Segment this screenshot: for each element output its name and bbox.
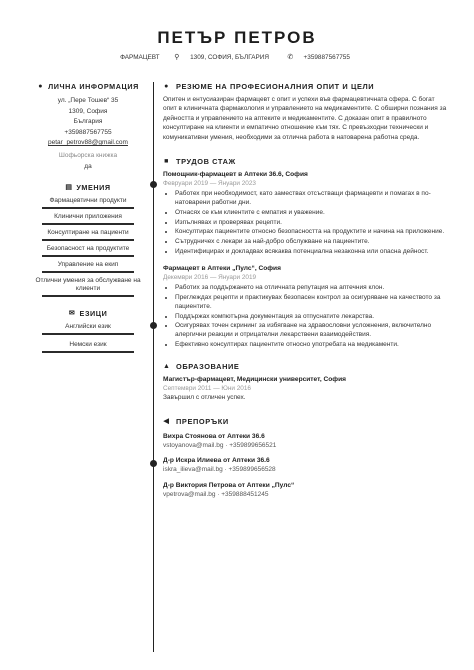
reference-email[interactable]: vpetrova@mail.bg (163, 490, 216, 498)
job-bullet: • Работех при необходимост, като замествах отсъстващи фармацевти и помагах в по-натоварени работни дни. (175, 189, 448, 207)
language-level-bar (42, 351, 134, 353)
skill-level-bar (42, 223, 134, 225)
reference-email[interactable]: iskra_ilieva@mail.bg (163, 466, 223, 474)
megaphone-icon: ◀ (163, 417, 170, 425)
personal-street: ул. „Пере Тошев“ 35 (57, 97, 119, 104)
timeline-dot (150, 460, 157, 467)
candidate-name: ПЕТЪР ПЕТРОВ (157, 28, 317, 47)
reference-name: Д-р Искра Илиева от Аптеки 36.6 (163, 457, 270, 465)
language-item: Английски език (30, 323, 146, 335)
job-title: Помощник-фармацевт в Аптеки 36.6, София (163, 171, 308, 179)
job-title: Фармацевт в Аптеки „Пулс“, София (163, 264, 281, 272)
job-bullet: • Изпълнявах и проверявах рецепти. (175, 218, 448, 227)
map-pin-icon: ⚲ (174, 54, 180, 61)
reference-phone: +359899656521 (229, 441, 277, 449)
skill-item: Клинични приложения (30, 213, 146, 225)
person-icon: ● (164, 83, 169, 90)
skill-level-bar (42, 207, 134, 209)
timeline-line (153, 82, 154, 652)
graduation-cap-icon: ▲ (163, 363, 171, 371)
skills-heading: ▤ УМЕНИЯ (65, 183, 111, 193)
personal-info-heading: ● ЛИЧНА ИНФОРМАЦИЯ (38, 82, 139, 91)
timeline-dot (150, 322, 157, 329)
reference-phone: +359899656528 (228, 466, 276, 474)
job-title: ФАРМАЦЕВТ (120, 54, 160, 61)
job-bullet: • Поддържах компютърна документация за отпуснатите лекарства. (175, 312, 448, 321)
main-column (163, 82, 448, 499)
job-bullet: • Осигурявах точен скрининг за избягване на здравословни усложнения, включително алергични реакции и отрицателни лекарствени взаимодействия. (175, 321, 448, 339)
header-phone: +359887567755 (303, 54, 350, 61)
personal-country: България (73, 118, 103, 126)
reference-name: Вихра Стоянова от Аптеки 36.6 (163, 432, 265, 440)
skill-level-bar (42, 271, 134, 273)
education-note: Завършил с отличен успех. (163, 394, 246, 402)
book-icon: ▤ (65, 184, 73, 192)
reference-item: Вихра Стоянова от Аптеки 36.6 vstoyanova@mail.bg · +359899656521 (163, 432, 448, 450)
phone-icon: ✆ (287, 54, 294, 61)
languages-heading: ✉ ЕЗИЦИ (68, 309, 108, 319)
header-address: 1309, СОФИЯ, БЪЛГАРИЯ (190, 54, 269, 61)
personal-phone: +359887567755 (64, 128, 112, 136)
briefcase-icon: ■ (164, 158, 169, 166)
timeline-dot (150, 181, 157, 188)
education-degree: Магистър-фармацевт, Медицински университет, София (163, 376, 346, 384)
personal-city: 1309, София (68, 107, 108, 115)
reference-phone: +359888451245 (221, 490, 269, 498)
job-bullet: • Ефективно консултирах пациентите относно употребата на медикаменти. (175, 340, 448, 349)
reference-name: Д-р Виктория Петрова от Аптеки „Пулс“ (163, 481, 295, 489)
skill-item: Консултиране на пациенти (30, 229, 146, 241)
reference-item: Д-р Искра Илиева от Аптеки 36.6 iskra_ilieva@mail.bg · +359899656528 (163, 456, 448, 474)
job-bullet: • Работих за поддържането на отличната репутация на аптечния клон. (175, 283, 448, 292)
skill-item: Отлични умения за обслужване на клиенти (30, 277, 146, 297)
experience-heading: ■ ТРУДОВ СТАЖ (164, 157, 236, 167)
reference-email[interactable]: vstoyanova@mail.bg (163, 441, 224, 449)
skills-list (30, 197, 146, 297)
license-value: да (84, 162, 92, 170)
references-heading: ◀ ПРЕПОРЪКИ (163, 416, 229, 426)
job-bullet: • Преглеждах рецепти и практикувах безопасен контрол за осигуряване на качеството за пациентите. (175, 293, 448, 311)
personal-email[interactable]: petar_petrov88@gmail.com (48, 139, 128, 147)
education-heading: ▲ ОБРАЗОВАНИЕ (163, 362, 240, 372)
skill-item: Управление на екип (30, 261, 146, 273)
left-column (30, 82, 146, 353)
summary-heading: ● РЕЗЮМЕ НА ПРОФЕСИОНАЛНИЯ ОПИТ И ЦЕЛИ (164, 82, 375, 91)
job-bullets (163, 283, 448, 349)
header-subline (0, 54, 474, 61)
chat-icon: ✉ (68, 310, 76, 318)
job-bullets (163, 189, 448, 256)
license-label: Шофьорска книжка (58, 151, 118, 159)
job-dates: Декември 2016 — Януари 2019 (163, 273, 257, 281)
job-bullet: • Идентифицирах и докладвах всякаква потенциална незаконна или опасна дейност. (175, 247, 448, 256)
skill-level-bar (42, 239, 134, 241)
language-item: Немски език (30, 341, 146, 353)
skill-level-bar (42, 295, 134, 297)
job-entry (163, 170, 448, 256)
job-bullet: • Консултирах пациентите относно безопасността на продуктите и начина на приложение. (175, 227, 448, 236)
skill-item: Безопасност на продуктите (30, 245, 146, 257)
job-dates: Февруари 2019 — Януари 2023 (163, 180, 256, 188)
person-icon: ● (38, 83, 44, 90)
job-bullet: • Отнасях се към клиентите с емпатия и уважение. (175, 208, 448, 217)
job-entry (163, 264, 448, 349)
reference-item: Д-р Виктория Петрова от Аптеки „Пулс“ vpetrova@mail.bg · +359888451245 (163, 481, 448, 499)
skill-level-bar (42, 255, 134, 257)
education-dates: Септември 2011 — Юни 2016 (163, 385, 251, 393)
job-bullet: • Сътрудничех с лекари за най-добро обслужване на пациентите. (175, 237, 448, 246)
skill-item: Фармацевтични продукти (30, 197, 146, 209)
language-level-bar (42, 333, 134, 335)
summary-text: Опитен и ентусиазиран фармацевт с опит и успехи във фармацевтичната сфера. С богат опит в клиничната фармакология и управлението на медикаментите. С обширни познания за дейността и управлението на аптеките и медикаментите. С доказан опит в правилното консултиране на клиенти и емпатично отношение към тях. С превъзходни технически и комуникативни умения, необходими за отлична работа в натоварена работна среда. (163, 96, 447, 141)
